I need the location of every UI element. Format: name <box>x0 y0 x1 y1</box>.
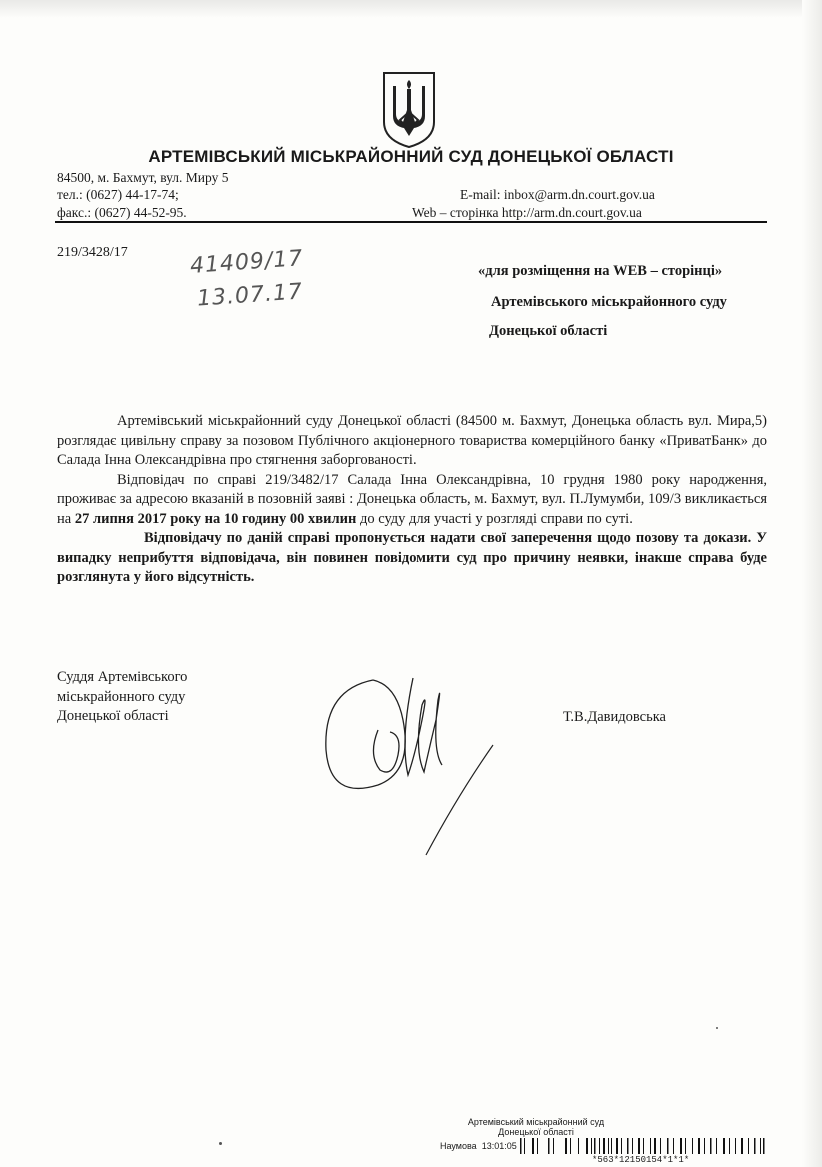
court-email: E-mail: inbox@arm.dn.court.gov.ua <box>460 187 655 202</box>
handwritten-signature-icon <box>318 660 498 860</box>
barcode-icon <box>520 1138 765 1154</box>
scan-speck <box>716 1027 718 1029</box>
scan-edge-right <box>802 0 822 1167</box>
barcode-number: *563*12150154*1*1* <box>592 1155 690 1165</box>
letter-body <box>57 412 767 588</box>
judge-name: Т.В.Давидовська <box>563 709 666 725</box>
judge-title-line-1: Суддя Артемівського <box>57 669 188 685</box>
registry-stamp-org-line-1: Артемівський міськрайонний суд <box>467 1117 605 1127</box>
handwritten-registration-date: 13.07.17 <box>196 279 304 312</box>
judge-title <box>57 668 187 727</box>
registry-stamp-org-line-2: Донецької області <box>498 1127 574 1137</box>
court-fax: факс.: (0627) 44-52-95. <box>57 205 187 220</box>
trident-coat-of-arms-icon <box>380 70 438 150</box>
court-name: АРТЕМІВСЬКИЙ МІСЬКРАЙОННИЙ СУД ДОНЕЦЬКОЇ ОБЛАСТІ <box>148 147 674 166</box>
handwritten-registration-number: 41409/17 <box>189 246 305 279</box>
registry-clerk-name: Наумова <box>440 1141 477 1151</box>
header-divider <box>55 221 767 223</box>
judge-title-line-2: міськрайонного суду <box>57 688 186 705</box>
paragraph-defendant-notice: Відповідачу по даній справі пропонується надати свої заперечення щодо позову та докази. У випадку неприбуття відповідача, він повинен повідомити суд про причину неявки, інакше справа буде розглянута у його відсутність. <box>57 530 767 585</box>
addressee-line-2: Артемівського міськрайонного суду <box>491 294 727 310</box>
paragraph-defendant-summons <box>57 471 767 530</box>
scan-edge-top <box>0 0 822 18</box>
addressee-line-1: «для розміщення на WEB – сторінці» <box>478 263 723 279</box>
court-phone: тел.: (0627) 44-17-74; <box>57 187 179 202</box>
summons-text-end: до суду для участі у розгляді справи по суті. <box>356 510 633 527</box>
scan-speck <box>219 1142 222 1145</box>
court-address: 84500, м. Бахмут, вул. Миру 5 <box>57 170 229 185</box>
addressee-line-3: Донецької області <box>489 323 608 339</box>
registry-time: 13:01:05 <box>481 1141 517 1151</box>
case-number: 219/3428/17 <box>57 245 128 260</box>
hearing-date-time: 27 липня 2017 року на 10 годину 00 хвилин <box>74 510 357 527</box>
registry-stamp-clerk <box>440 1141 517 1151</box>
registry-stamp-org <box>0 1117 822 1137</box>
summons-text-start: Відповідач по справі 219/3482/17 Салада Інна Олександрівна, 10 грудня 1980 року народження, проживає за адресою вказаній в позовній заяві : Донецька область, м. Бахмут, вул. П.Лумумби, 109/3 викликається на <box>57 471 767 527</box>
paragraph-case-description: Артемівський міськрайонний суду Донецької області (84500 м. Бахмут, Донецька область вул. Мира,5) розглядає цивільну справу за позовом Публічного акціонерного товариства комерційного банку «ПриватБанк» до Салада Інна Олександрівна про стягнення заборгованості. <box>57 413 767 468</box>
judge-title-line-3: Донецької області <box>57 708 169 724</box>
court-website: Web – сторінка http://arm.dn.court.gov.ua <box>412 205 642 220</box>
